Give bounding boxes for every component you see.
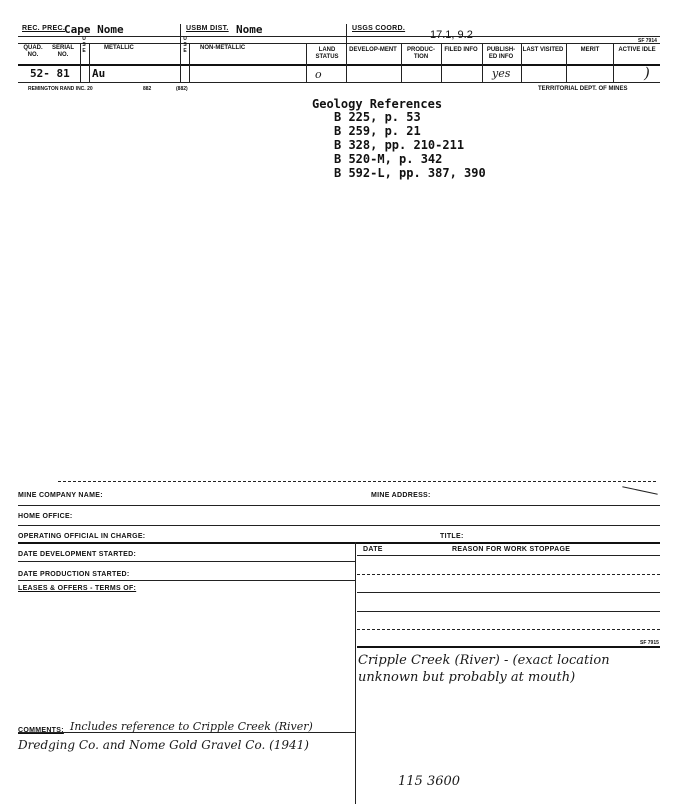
- record-active-idle: ): [644, 64, 650, 82]
- col-non-metallic: NON-METALLIC: [200, 45, 246, 51]
- col-divider-b: [89, 43, 90, 82]
- printer-code-1: 882: [143, 86, 152, 92]
- references-heading: Geology References: [312, 97, 443, 111]
- handwritten-note-line-2: unknown but probably at mouth): [358, 670, 576, 685]
- col-serial: SERIAL NO.: [51, 45, 74, 58]
- col-development: DEVELOP-MENT: [349, 47, 397, 53]
- usbm-dist-value: Nome: [236, 23, 263, 36]
- date-dev-started-label: DATE DEVELOPMENT STARTED:: [18, 551, 137, 558]
- col-use-mark-2: U S E: [183, 36, 187, 54]
- header-rule-top: [18, 36, 660, 37]
- record-land-status: o: [315, 68, 322, 81]
- form-rule-5: [18, 580, 355, 581]
- col-metallic: METALLIC: [104, 45, 134, 51]
- reference-item: B 328, pp. 210-211: [334, 138, 465, 152]
- record-metallic: Au: [92, 67, 106, 80]
- form-rule-6: [357, 592, 660, 593]
- title-label: TITLE:: [440, 533, 464, 540]
- rec-prec-value: Cape Nome: [64, 23, 124, 36]
- col-use-mark-1: U S E: [82, 36, 86, 54]
- rec-prec-label: REC. PREC.: [22, 25, 66, 32]
- col-divider-i: [566, 43, 567, 82]
- col-last-visited: LAST VISITED: [522, 47, 564, 53]
- form-center-divider: [355, 542, 356, 804]
- col-active-idle: ACTIVE IDLE: [618, 47, 656, 53]
- header-rule-bottom: [18, 82, 660, 83]
- record-published-info: yes: [492, 67, 511, 80]
- header-rule-data-top: [18, 64, 660, 66]
- col-filed-info: FILED INFO: [444, 47, 478, 53]
- comments-label: COMMENTS:: [18, 727, 64, 734]
- col-published-info: PUBLISH-ED INFO: [486, 47, 516, 60]
- form-rule-7: [357, 611, 660, 612]
- department-name: TERRITORIAL DEPT. OF MINES: [538, 86, 628, 92]
- home-office-label: HOME OFFICE:: [18, 513, 73, 520]
- handwritten-note-line-1: Cripple Creek (River) - (exact location: [358, 653, 610, 668]
- header-rule-mid: [18, 43, 660, 44]
- header-divider-2: [346, 24, 347, 82]
- mine-address-label: MINE ADDRESS:: [371, 492, 431, 499]
- operating-official-label: OPERATING OFFICIAL IN CHARGE:: [18, 533, 146, 540]
- col-quad: QUAD. NO.: [23, 45, 43, 58]
- form-rule-8: [357, 629, 660, 630]
- col-land-status: LAND STATUS: [315, 47, 339, 60]
- date-column-header: DATE: [363, 546, 383, 553]
- form-rule-0: [58, 481, 656, 482]
- col-divider-c: [189, 43, 190, 82]
- printer-code-2: (882): [176, 86, 188, 92]
- form-rule-1: [18, 505, 660, 506]
- form-slash-mark: [622, 486, 657, 494]
- reference-item: B 592-L, pp. 387, 390: [334, 166, 486, 180]
- date-prod-started-label: DATE PRODUCTION STARTED:: [18, 571, 130, 578]
- col-merit: MERIT: [580, 47, 600, 53]
- usgs-coord-label: USGS COORD.: [352, 25, 406, 32]
- form-rule-9: [357, 646, 660, 648]
- form-rule-4b: [357, 555, 660, 556]
- leases-offers-label: LEASES & OFFERS - TERMS OF:: [18, 585, 137, 592]
- form-number-bottom: SF 7915: [640, 640, 659, 646]
- comments-line-1: Includes reference to Cripple Creek (River): [70, 720, 313, 733]
- form-rule-5b: [357, 574, 660, 575]
- comments-line-2: Dredging Co. and Nome Gold Gravel Co. (1941): [18, 738, 309, 752]
- col-production: PRODUC-TION: [407, 47, 435, 60]
- form-rule-2: [18, 525, 660, 526]
- reference-item: B 225, p. 53: [334, 110, 421, 124]
- reference-item: B 259, p. 21: [334, 124, 421, 138]
- mine-company-name-label: MINE COMPANY NAME:: [18, 492, 103, 499]
- form-number-top: SF 7914: [638, 38, 657, 44]
- form-rule-4: [18, 561, 355, 562]
- col-divider-d: [306, 43, 307, 82]
- printer-note: REMINGTON RAND INC. 20: [28, 86, 93, 92]
- bottom-handwritten-number: 115 3600: [398, 774, 461, 789]
- usbm-dist-label: USBM DIST.: [186, 25, 229, 32]
- form-rule-3: [18, 542, 660, 544]
- reason-column-header: REASON FOR WORK STOPPAGE: [452, 546, 571, 553]
- reference-item: B 520-M, p. 342: [334, 152, 443, 166]
- record-quad-serial: 52- 81: [30, 67, 70, 80]
- usgs-coord-value: 17.1, 9.2: [430, 29, 473, 41]
- header-divider-1: [180, 24, 181, 82]
